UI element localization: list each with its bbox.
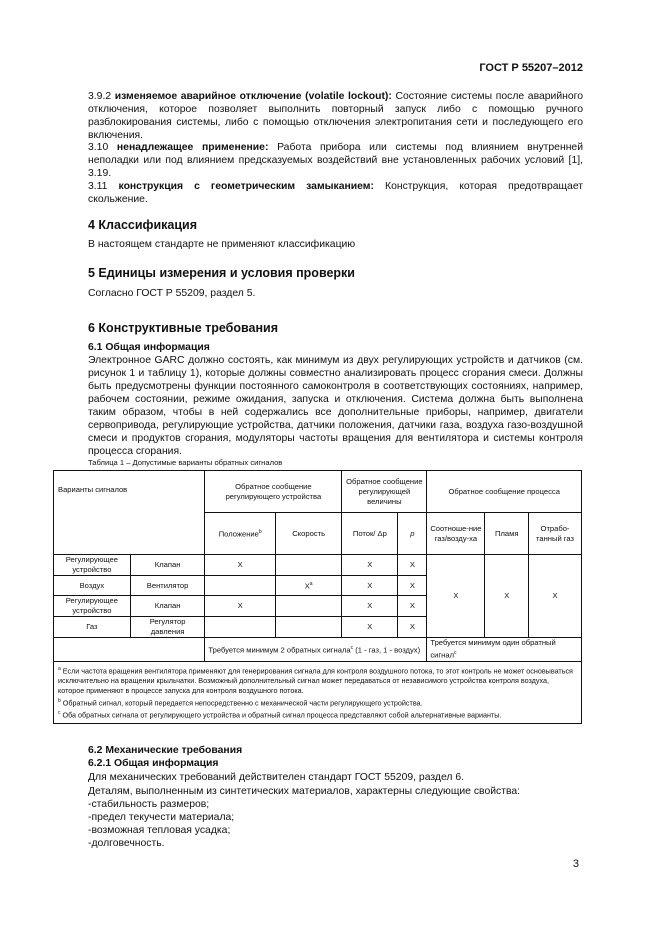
requirement-process-feedback: Требуется минимум один обратный сигнал$^c$ bbox=[427, 638, 582, 662]
section-6-2-1-line1: Для механических требований действителен стандарт ГОСТ 55209, раздел 6. bbox=[88, 772, 465, 783]
list-item: -долговечность. bbox=[88, 838, 165, 849]
process-exhaust-mark: X bbox=[529, 555, 582, 638]
section-6-title: 6 Конструктивные требования bbox=[88, 321, 279, 335]
paragraph-3-9-2 bbox=[88, 90, 583, 142]
term: изменяемое аварийное отключение (volatile lockout): bbox=[114, 91, 392, 102]
section-4-title: 4 Классификация bbox=[88, 218, 198, 232]
table-caption: Таблица 1 – Допустимые варианты обратных сигналов bbox=[88, 458, 283, 467]
header-ratio: Соотноше-ние газ/возду-ха bbox=[427, 513, 485, 555]
section-6-1-title: 6.1 Общая информация bbox=[88, 342, 210, 353]
list-item: -стабильность размеров; bbox=[88, 799, 210, 810]
term: конструкция с геометрическим замыканием: bbox=[118, 181, 374, 192]
document-id-header: ГОСТ Р 55207–2012 bbox=[479, 62, 583, 74]
header-position: Положение$^b$ bbox=[205, 513, 276, 555]
table-row: Регулирующее устройство Клапан X X X bbox=[54, 596, 582, 617]
header-variants: Варианты сигналов bbox=[54, 471, 205, 555]
section-5-title: 5 Единицы измерения и условия проверки bbox=[88, 266, 355, 280]
header-flame: Пламя bbox=[485, 513, 529, 555]
definition: Конструкция, которая предотвращает скольжение. bbox=[88, 181, 584, 205]
table-row: Воздух Вентилятор $X^a$ X X bbox=[54, 576, 582, 596]
section-6-2-title: 6.2 Механические требования bbox=[88, 745, 243, 756]
table-notes bbox=[54, 661, 582, 723]
requirement-device-feedback: Требуется минимум 2 обратных сигнала$^c$ (1 - газ, 1 - воздух) bbox=[205, 638, 427, 662]
header-speed: Скорость bbox=[275, 513, 341, 555]
clause-number: 3.11 bbox=[88, 181, 108, 192]
section-6-2-1-title: 6.2.1 Общая информация bbox=[88, 758, 219, 769]
note-b: $^b$ Обратный сигнал, который передается непосредственно с механической части регулирующего устройства. bbox=[58, 697, 423, 708]
paragraph-3-11 bbox=[88, 180, 583, 206]
header-process-feedback: Обратное сообщение процесса bbox=[427, 471, 582, 513]
feedback-signals-table bbox=[53, 470, 582, 724]
process-flame-mark: X bbox=[485, 555, 529, 638]
header-exhaust: Отрабо-танный газ bbox=[529, 513, 582, 555]
section-6-1-text: Электронное GARC должно состоять, как минимум из двух регулирующих устройств и датчиков (см. рисунок 1 и таблицу 1), которые должны совместно анализировать процесс сгорания смеси. Должны быть предусмотрены функции постоянного самоконтроля в соответствующих состояниях, например, рабочем состоянии, режиме ожидания, запуска и отключения. Система должна быть выполнена таким образом, чтобы в ней содержались все дополнительные приборы, например, двигатели сервопривода, регулирующие устройства, датчики положения, датчики газа, воздуха газо-воздушной смеси и продуктов сгорания, модуляторы частоты вращения для вентилятора и системы контроля процесса сгорания. bbox=[88, 355, 583, 457]
table-row: Регулирующее устройство Клапан X X X X X X bbox=[54, 555, 582, 576]
header-flow: Поток/ Δp bbox=[342, 513, 398, 555]
section-5-text: Согласно ГОСТ Р 55209, раздел 5. bbox=[88, 288, 256, 299]
header-valve-feedback: Обратное сообщение регулирующей величины bbox=[342, 471, 427, 513]
process-ratio-mark: X bbox=[427, 555, 485, 638]
page-number: 3 bbox=[572, 858, 579, 870]
table-row: Газ Регулятор давления X X bbox=[54, 617, 582, 638]
note-a: $^a$ Если частота вращения вентилятора применяют для генерирования сигнала для контроля воздушного потока, то этот контроль не может основываться исключительно на вращении крыльчатки. Возможный дополнительный сигнал может передаваться от независимого устройства контроля воздуха, которое применяют в процессе запуска для контроля воздушного потока. bbox=[58, 665, 573, 695]
term: ненадлежащее применение: bbox=[116, 142, 269, 153]
section-6-2-1-line2: Деталям, выполненным из синтетических материалов, характерны следующие свойства: bbox=[88, 786, 521, 797]
header-p: p bbox=[398, 513, 427, 555]
note-c: $^c$ Оба обратных сигнала от регулирующего устройства и обратный сигнал процесса представляют собой альтернативные варианты. bbox=[58, 710, 502, 720]
paragraph-3-10 bbox=[88, 141, 583, 180]
list-item: -предел текучести материала; bbox=[88, 812, 235, 823]
header-device-feedback: Обратное сообщение регулирующего устройства bbox=[205, 471, 342, 513]
clause-number: 3.9.2 bbox=[88, 91, 112, 102]
list-item: -возможная тепловая усадка; bbox=[88, 825, 231, 836]
definition: Работа прибора или системы под влиянием внутренней неполадки или под влиянием предсказуемых воздействий вне установленных рабочих условий [1], 3.19. bbox=[88, 142, 584, 179]
clause-number: 3.10 bbox=[88, 142, 109, 153]
section-4-text: В настоящем стандарте не применяют классификацию bbox=[88, 239, 356, 250]
definition: Состояние системы после аварийного отключения, которое позволяет выполнить повторный запуск либо с помощью ручного разблокирования системы, либо с помощью отключения электропитания сети и последующего его включения. bbox=[88, 91, 583, 141]
